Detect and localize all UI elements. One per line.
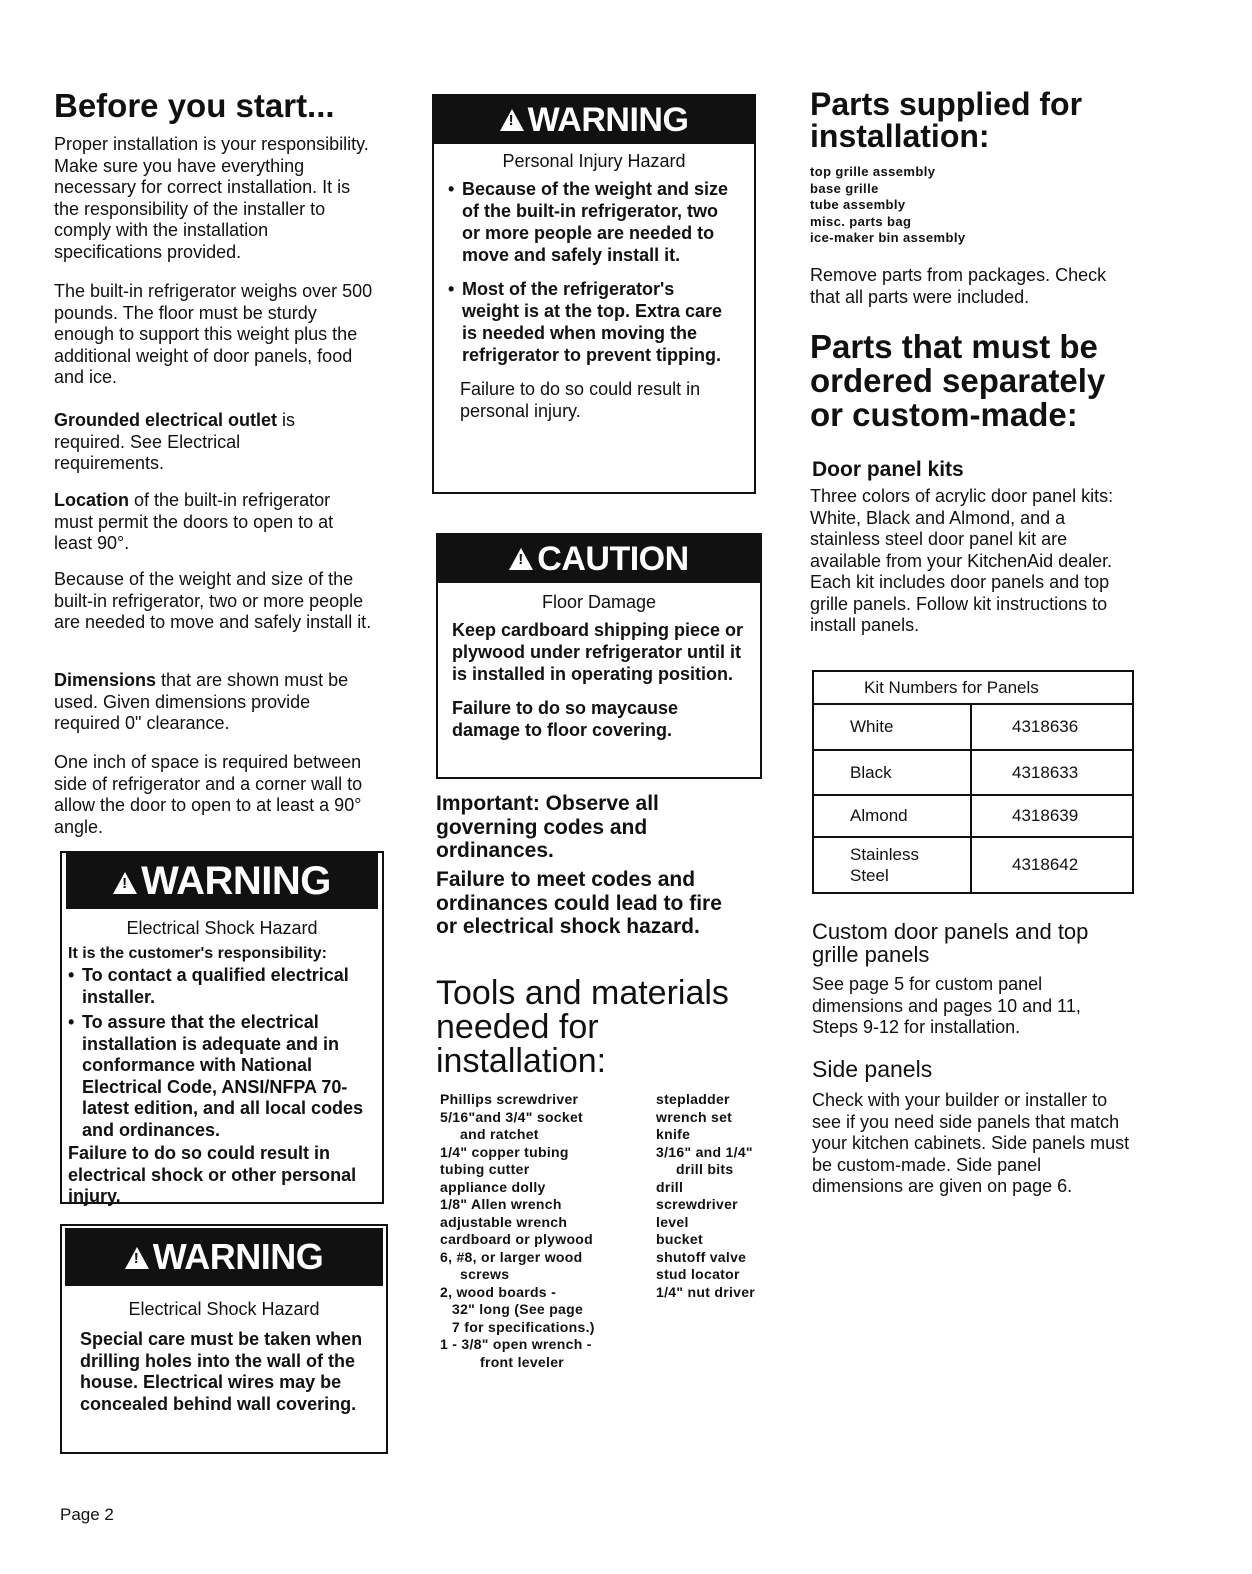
warning-triangle-icon [500, 109, 524, 131]
tool-item: cardboard or plywood [440, 1231, 594, 1247]
ordered-separately-title: Parts that must be ordered separately or custom-made: [810, 328, 1106, 433]
tool-item: and ratchet [460, 1126, 539, 1142]
caution-header: !CAUTION [438, 535, 760, 583]
tool-item: wrench set [656, 1108, 733, 1125]
kit-number: 4318633 [971, 750, 1133, 795]
tool-item: appliance dolly [440, 1178, 546, 1195]
warning-bullet-1: • To contact a qualified electrical installer. [68, 965, 372, 1008]
tool-item: adjustable wrench [440, 1213, 568, 1230]
custom-panels-text: See page 5 for custom panel dimensions and pages 10 and 11, Steps 9-12 for installation. [812, 974, 1081, 1037]
dimensions-lead: Dimensions [54, 670, 157, 690]
kit-color: Stainless Steel [813, 837, 971, 893]
intro-paragraph: Proper installation is your responsibility. Make sure you have everything necessary for correct installation. It is the responsibility of the installer to comply with the installation specifications provided. [54, 134, 369, 262]
tool-item: drill bits [676, 1161, 734, 1177]
drilling-warning-box [60, 1224, 388, 1454]
warning-bullet-2: • To assure that the electrical installation is adequate and in conformance with National Electrical Code, ANSI/NFPA 70-latest edition, and all local codes and ordinances. [68, 1012, 372, 1141]
tool-item: 5/16"and 3/4" socket [440, 1108, 584, 1125]
tool-item: stud locator [656, 1266, 740, 1282]
caution-floor-box [436, 533, 762, 779]
location-paragraph [54, 490, 369, 555]
warning-header: !WARNING [434, 96, 754, 144]
table-row [813, 795, 1133, 837]
side-panels-title: Side panels [812, 1056, 933, 1082]
kit-number: 4318642 [971, 837, 1133, 893]
tool-item: 2, wood boards - [440, 1283, 557, 1300]
kit-color: Black [813, 750, 971, 795]
tool-item: 32" long (See page [452, 1301, 584, 1317]
part-item: misc. parts bag [810, 213, 912, 229]
grounded-lead: Grounded electrical outlet [54, 410, 278, 430]
injury-bullet-2: • Most of the refrigerator's weight is at the top. Extra care is needed when moving the refrigerator to prevent tipping. [448, 278, 732, 366]
tool-item: knife [656, 1126, 691, 1142]
caution-triangle-icon [509, 548, 533, 570]
location-lead: Location [54, 490, 129, 510]
drilling-warning-text: Special care must be taken when drilling holes into the wall of the house. Electrical wires may be concealed behind wall covering. [80, 1329, 363, 1414]
dimensions-rest: that are shown must be used. Given dimensions provide required 0" clearance. [54, 670, 349, 733]
injury-failure-text: Failure to do so could result in personal injury. [460, 379, 701, 421]
kit-number: 4318639 [971, 795, 1133, 837]
dimensions-paragraph [54, 670, 379, 735]
kit-numbers-table [812, 670, 1134, 894]
kit-color: Almond [813, 795, 971, 837]
drilling-hazard-title: Electrical Shock Hazard [128, 1299, 320, 1319]
tool-item: 6, #8, or larger wood [440, 1248, 583, 1265]
tools-list-1 [440, 1091, 650, 1371]
tool-item: 1/4" copper tubing [440, 1143, 569, 1160]
location-rest: of the built-in refrigerator must permit the doors to open to at least 90°. [54, 490, 334, 553]
space-paragraph: One inch of space is required between side of refrigerator and a corner wall to allow the door to open to at least a 90° angle. [54, 752, 363, 837]
tools-list-2 [656, 1091, 786, 1301]
injury-bullet-1: • Because of the weight and size of the built-in refrigerator, two or more people are needed to move and safely install it. [448, 178, 732, 266]
tool-item: Phillips screwdriver [440, 1091, 579, 1107]
injury-hazard-title: Personal Injury Hazard [502, 151, 686, 171]
tool-item: 3/16" and 1/4" [656, 1143, 753, 1160]
kit-color: White [813, 704, 971, 750]
move-paragraph: Because of the weight and size of the built-in refrigerator, two or more people are needed to move and safely install it. [54, 569, 372, 632]
tool-item: front leveler [480, 1353, 565, 1370]
warning-triangle-icon [113, 872, 137, 894]
table-row [813, 837, 1133, 893]
important-codes: Important: Observe all governing codes and ordinances. [436, 792, 659, 862]
tool-item: level [656, 1213, 689, 1230]
kit-table-header: Kit Numbers for Panels [813, 671, 1133, 704]
tool-item: screws [460, 1266, 510, 1282]
before-you-start-title: Before you start... [54, 87, 335, 124]
part-item: top grille assembly [810, 164, 936, 179]
parts-supplied-list [810, 164, 966, 247]
warning-header: !WARNING [66, 853, 378, 909]
parts-supplied-title: Parts supplied for installation: [810, 86, 1083, 154]
tool-item: 1/4" nut driver [656, 1283, 756, 1300]
electrical-failure-text: Failure to do so could result in electrical shock or other personal injury. [68, 1143, 357, 1206]
grounded-paragraph [54, 410, 344, 475]
tool-item: screwdriver [656, 1196, 738, 1212]
table-row [813, 750, 1133, 795]
weight-paragraph: The built-in refrigerator weighs over 500 pounds. The floor must be sturdy enough to support this weight plus the additional weight of door panels, food and ice. [54, 281, 373, 387]
floor-caution-text: Keep cardboard shipping piece or plywood under refrigerator until it is installed in operating position. [452, 620, 744, 684]
floor-failure-text: Failure to do so maycause damage to floor covering. [452, 698, 679, 740]
page-number: Page 2 [60, 1505, 114, 1524]
tool-item: 1/8" Allen wrench [440, 1196, 562, 1212]
tools-title: Tools and materials needed for installation: [436, 974, 729, 1080]
tool-item: 7 for specifications.) [452, 1318, 595, 1335]
injury-warning-box [432, 94, 756, 494]
remove-parts-text: Remove parts from packages. Check that all parts were included. [810, 265, 1107, 307]
electrical-warning-box [60, 851, 384, 1204]
kit-number: 4318636 [971, 704, 1133, 750]
table-row [813, 704, 1133, 750]
warning-header: !WARNING [65, 1228, 383, 1286]
tool-item: shutoff valve [656, 1248, 747, 1265]
tool-item: bucket [656, 1231, 703, 1247]
floor-damage-title: Floor Damage [541, 592, 657, 612]
part-item: ice-maker bin assembly [810, 230, 966, 245]
electrical-hazard-title: Electrical Shock Hazard [126, 918, 318, 938]
part-item: base grille [810, 180, 879, 196]
tool-item: drill [656, 1178, 684, 1195]
warning-triangle-icon [125, 1247, 149, 1269]
grounded-rest: is required. See Electrical requirements. [54, 410, 296, 473]
door-kits-title: Door panel kits [812, 458, 964, 481]
tool-item: tubing cutter [440, 1161, 530, 1177]
custom-panels-title: Custom door panels and top grille panels [812, 919, 1089, 967]
codes-failure: Failure to meet codes and ordinances could lead to fire or electrical shock hazard. [436, 868, 722, 938]
customer-responsibility: It is the customer's responsibility: [68, 945, 327, 962]
tool-item: stepladder [656, 1091, 730, 1107]
tool-item: 1 - 3/8" open wrench - [440, 1336, 592, 1352]
side-panels-text: Check with your builder or installer to see if you need side panels that match your kitchen cabinets. Side panels must be custom-made. Side panel dimensions are given on page 6. [812, 1090, 1130, 1196]
door-kits-text: Three colors of acrylic door panel kits: White, Black and Almond, and a stainless steel door panel kit are available from your KitchenAid dealer. Each kit includes door panels and top grille panels. Follow kit instructions to install panels. [810, 486, 1114, 635]
part-item: tube assembly [810, 197, 906, 212]
